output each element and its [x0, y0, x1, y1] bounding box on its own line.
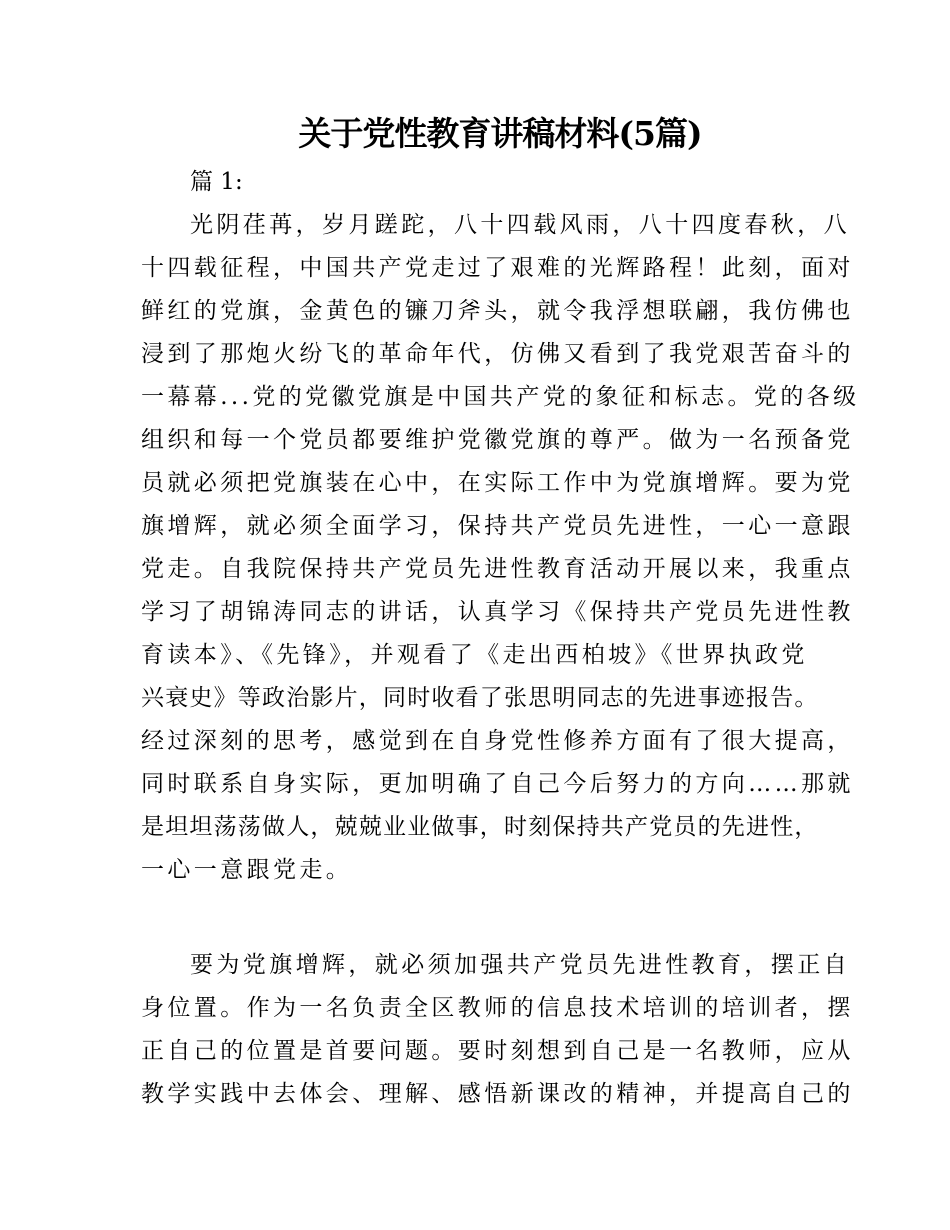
paragraph-1-line: 经过深刻的思考，感觉到在自身党性修养方面有了很大提高，: [141, 728, 854, 754]
paragraph-1-line: 同时联系自身实际，更加明确了自己今后努力的方向……那就: [141, 771, 854, 797]
paragraph-2-line: 正自己的位置是首要问题。要时刻想到自己是一名教师，应从: [141, 1038, 854, 1064]
document-title: 关于党性教育讲稿材料(5篇): [298, 114, 702, 153]
paragraph-1-line: 光阴荏苒，岁月蹉跎，八十四载风雨，八十四度春秋，八: [190, 212, 850, 238]
paragraph-1-line: 学习了胡锦涛同志的讲话，认真学习《保持共产党员先进性教: [141, 599, 854, 625]
paragraph-1-line: 育读本》、《先锋》，并观看了《走出西柏坡》《世界执政党: [141, 642, 808, 668]
section-label: 篇 1:: [190, 169, 243, 195]
paragraph-1-line: 鲜红的党旗，金黄色的镰刀斧头，就令我浮想联翩，我仿佛也: [141, 298, 854, 324]
paragraph-1-line: 一心一意跟党走。: [141, 857, 353, 883]
paragraph-1-line: 党走。自我院保持共产党员先进性教育活动开展以来，我重点: [141, 556, 854, 582]
paragraph-1-line: 旗增辉，就必须全面学习，保持共产党员先进性，一心一意跟: [141, 513, 854, 539]
paragraph-1-line: 组织和每一个党员都要维护党徽党旗的尊严。做为一名预备党: [141, 427, 854, 453]
paragraph-2-line: 教学实践中去体会、理解、感悟新课改的精神，并提高自己的: [141, 1081, 854, 1107]
paragraph-1-line: 一幕幕...党的党徽党旗是中国共产党的象征和标志。党的各级: [141, 384, 860, 410]
paragraph-1-line: 浸到了那炮火纷飞的革命年代，仿佛又看到了我党艰苦奋斗的: [141, 341, 854, 367]
paragraph-2-line: 要为党旗增辉，就必须加强共产党员先进性教育，摆正自: [190, 952, 850, 978]
paragraph-1-line: 十四载征程，中国共产党走过了艰难的光辉路程！此刻，面对: [141, 255, 854, 281]
paragraph-1-line: 是坦坦荡荡做人，兢兢业业做事，时刻保持共产党员的先进性，: [141, 814, 819, 840]
paragraph-2-line: 身位置。作为一名负责全区教师的信息技术培训的培训者，摆: [141, 995, 854, 1021]
paragraph-1-line: 员就必须把党旗装在心中，在实际工作中为党旗增辉。要为党: [141, 470, 854, 496]
paragraph-1-line: 兴衰史》等政治影片，同时收看了张思明同志的先进事迹报告。: [141, 685, 819, 711]
